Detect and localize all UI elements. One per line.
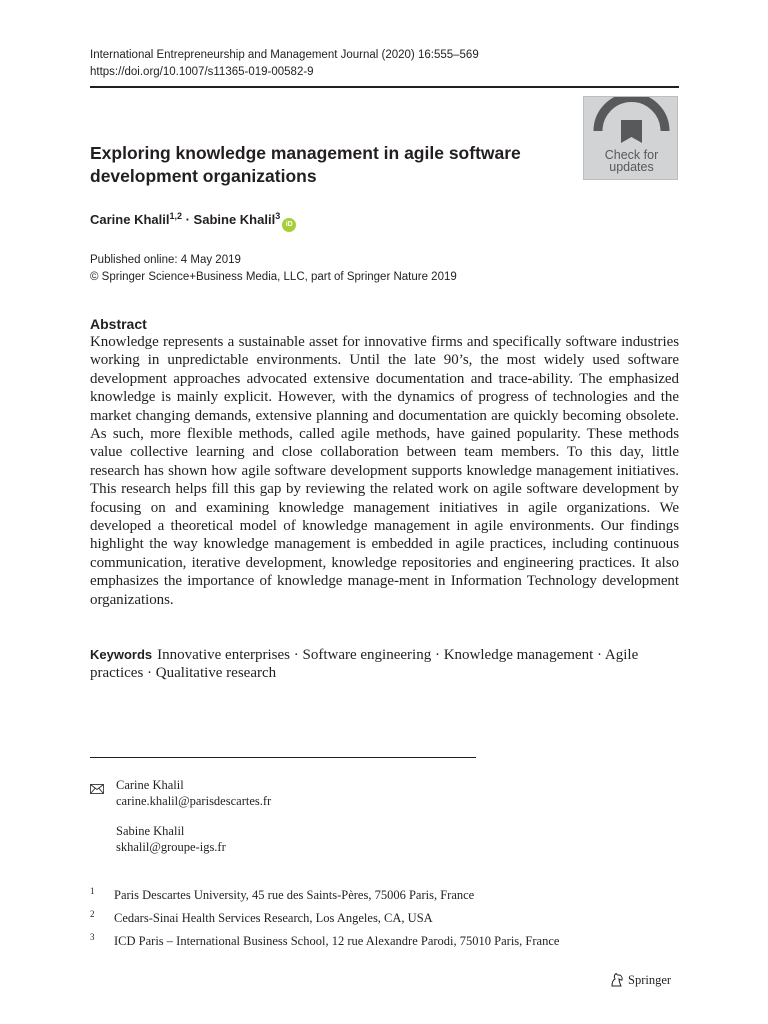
envelope-icon	[90, 781, 104, 799]
journal-citation: International Entrepreneurship and Management Journal (2020) 16:555–569	[90, 49, 479, 61]
affiliation-number: 2	[90, 909, 95, 919]
check-for-label: Check for	[604, 148, 659, 162]
published-date: Published online: 4 May 2019	[90, 254, 241, 266]
header-rule	[90, 86, 679, 88]
footnote-rule	[90, 757, 476, 758]
author-separator: ·	[181, 212, 194, 227]
keywords-section	[90, 646, 679, 683]
affiliation-number: 1	[90, 886, 95, 896]
affiliation-text: Cedars-Sinai Health Services Research, Los Angeles, CA, USA	[114, 911, 433, 925]
contact-name: Sabine Khalil	[116, 824, 185, 838]
springer-horse-icon	[610, 972, 624, 987]
abstract-text: Knowledge represents a sustainable asset for innovative firms and specifically software industries working in unpredictable environments. Until the late 90’s, the most widely used software development approaches advocated extensive documentation and trace-ability. The emphasized knowledge is mainly explicit. However, with the dynamics of progress of technologies and the market changing demands, extensive planning and documentation are quickly becoming obsolete. As such, more flexible methods, called agile methods, have gained popularity. These methods value collective learning and close collaboration between team members. To this day, little research has shown how agile software development supports knowledge management initiatives. This research helps fill this gap by reviewing the related work on agile software development by focusing on and examining knowledge management initiatives in agile organizations. We developed a theoretical model of knowledge management in agile environments. Our findings highlight the way knowledge management is embedded in agile practices, including continuous communication, iterative development, knowledge repositories and engineering practices. It also emphasizes the importance of knowledge manage-ment in Information Technology development organizations.	[90, 334, 679, 608]
abstract-heading: Abstract	[90, 316, 147, 332]
author-affiliation-ref: 1,2	[169, 211, 182, 221]
author-affiliation-ref: 3	[275, 211, 281, 221]
doi-link[interactable]: https://doi.org/10.1007/s11365-019-00582-9	[90, 66, 314, 78]
author-list	[90, 211, 296, 232]
affiliation-text: Paris Descartes University, 45 rue des Saints-Pères, 75006 Paris, France	[114, 888, 475, 902]
paper-title: Exploring knowledge management in agile software development organizations	[90, 143, 521, 186]
orcid-icon[interactable]: iD	[282, 218, 296, 232]
keywords-list: Innovative enterprises · Software engineering · Knowledge management · Agile practices · Qualitative research	[90, 647, 639, 682]
contact-email[interactable]: skhalil@groupe-igs.fr	[116, 840, 226, 854]
springer-footer	[610, 972, 671, 988]
updates-label: updates	[609, 160, 654, 174]
springer-wordmark: Springer	[628, 973, 672, 987]
affiliation-text: ICD Paris – International Business School, 12 rue Alexandre Parodi, 75010 Paris, France	[114, 934, 560, 948]
contact-block	[116, 777, 271, 809]
contact-email[interactable]: carine.khalil@parisdescartes.fr	[116, 794, 272, 808]
journal-header	[90, 47, 479, 81]
affiliation-number: 3	[90, 932, 95, 942]
check-for-updates-badge[interactable]	[583, 96, 678, 180]
contact-block	[116, 823, 226, 855]
author-name[interactable]: Carine Khalil	[90, 212, 170, 227]
contact-name: Carine Khalil	[116, 778, 184, 792]
copyright-line: © Springer Science+Business Media, LLC, part of Springer Nature 2019	[90, 271, 457, 283]
keywords-label: Keywords	[90, 647, 153, 662]
publication-info	[90, 252, 457, 286]
author-name[interactable]: Sabine Khalil	[193, 212, 276, 227]
